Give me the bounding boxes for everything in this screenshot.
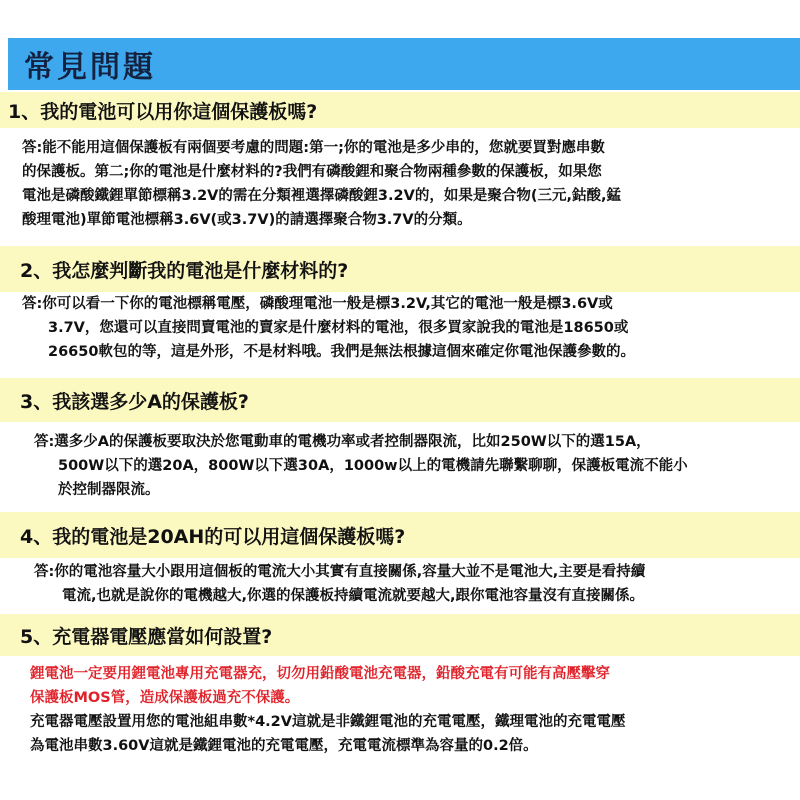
answer-line: 26650軟包的等，這是外形，不是材料哦。我們是無法根據這個來確定你電池保護參數的。 bbox=[48, 344, 635, 360]
faq-question-5 bbox=[0, 614, 800, 656]
answer-line: 電流,也就是說你的電機越大,你選的保護板持續電流就要越大,跟你電池容量沒有直接關係。 bbox=[62, 588, 645, 604]
answer-line: 電池是磷酸鐵鋰單節標稱3.2V的需在分類裡選擇磷酸鋰3.2V的，如果是聚合物(三元,鈷酸,錳 bbox=[22, 188, 621, 204]
answer-line: 的保護板。第二;你的電池是什麼材料的?我們有磷酸鋰和聚合物兩種參數的保護板，如果您 bbox=[22, 164, 602, 180]
answer-line: 答:你的電池容量大小跟用這個板的電流大小其實有直接關係,容量大並不是電池大,主要是看持續 bbox=[34, 564, 646, 580]
answer-line: 答:你可以看一下你的電池標稱電壓，磷酸理電池一般是標3.2V,其它的電池一般是標3.6V或 bbox=[22, 296, 613, 312]
faq-question-4 bbox=[0, 512, 800, 558]
answer-line: 於控制器限流。 bbox=[58, 482, 160, 498]
faq-question-2 bbox=[0, 246, 800, 292]
answer-line: 答:選多少A的保護板要取決於您電動車的電機功率或者控制器限流，比如250W以下的選15A， bbox=[34, 434, 651, 450]
warning-line: 鋰電池一定要用鋰電池專用充電器充，切勿用鉛酸電池充電器，鉛酸充電有可能有高壓擊穿 bbox=[30, 666, 610, 682]
question-text: 2、我怎麼判斷我的電池是什麼材料的? bbox=[20, 259, 349, 282]
page-title-bar bbox=[8, 38, 800, 90]
answer-line: 答:能不能用這個保護板有兩個要考慮的問題:第一;你的電池是多少串的，您就要買對應串數 bbox=[22, 140, 605, 156]
answer-line: 3.7V，您還可以直接問賣電池的賣家是什麼材料的電池，很多買家說我的電池是18650或 bbox=[48, 320, 629, 336]
page-title: 常見問題 bbox=[24, 50, 156, 85]
question-text: 1、我的電池可以用你這個保護板嗎? bbox=[8, 100, 318, 123]
faq-answer-2 bbox=[22, 292, 792, 364]
answer-line: 充電器電壓設置用您的電池組串數*4.2V這就是非鐵鋰電池的充電電壓，鐵理電池的充電電壓 bbox=[30, 714, 626, 730]
question-text: 4、我的電池是20AH的可以用這個保護板嗎? bbox=[20, 525, 406, 548]
warning-line: 保護板MOS管，造成保護板過充不保護。 bbox=[30, 690, 300, 706]
answer-line: 500W以下的選20A，800W以下選30A，1000w以上的電機請先聯繫聊聊，保護板電流不能小 bbox=[58, 458, 688, 474]
answer-line: 酸理電池)單節電池標稱3.6V(或3.7V)的請選擇聚合物3.7V的分類。 bbox=[22, 212, 472, 228]
faq-question-1 bbox=[0, 92, 800, 128]
faq-question-3 bbox=[0, 378, 800, 422]
faq-answer-4 bbox=[34, 560, 800, 608]
question-text: 3、我該選多少A的保護板? bbox=[20, 390, 249, 413]
answer-line: 為電池串數3.60V這就是鐵鋰電池的充電電壓，充電電流標準為容量的0.2倍。 bbox=[30, 738, 538, 754]
faq-answer-3 bbox=[34, 430, 800, 502]
faq-answer-1 bbox=[22, 136, 792, 232]
faq-answer-5 bbox=[30, 662, 800, 758]
question-text: 5、充電器電壓應當如何設置? bbox=[20, 625, 273, 648]
